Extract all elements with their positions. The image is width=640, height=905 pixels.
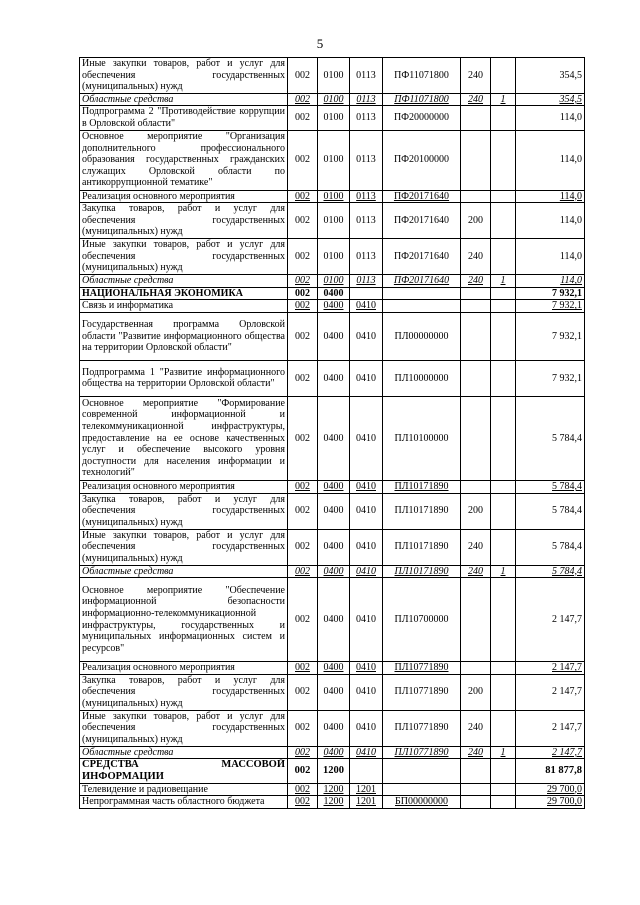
subsection-code: 0113 xyxy=(350,130,383,190)
funding-source-code xyxy=(491,796,516,809)
section-code: 1200 xyxy=(318,796,350,809)
amount: 7 932,1 xyxy=(516,312,585,360)
funding-source-code xyxy=(491,578,516,662)
table-row xyxy=(80,203,585,239)
expense-type-code xyxy=(461,396,491,480)
target-article-code: ПЛ10171890 xyxy=(383,565,461,578)
table-row xyxy=(80,300,585,313)
item-name: Непрограммная часть областного бюджета xyxy=(80,796,288,809)
table-row xyxy=(80,106,585,130)
admin-code: 002 xyxy=(288,58,318,94)
amount: 5 784,4 xyxy=(516,480,585,493)
table-row xyxy=(80,662,585,675)
target-article-code: ПФ20100000 xyxy=(383,130,461,190)
subsection-code: 0410 xyxy=(350,360,383,396)
target-article-code xyxy=(383,759,461,783)
target-article-code: ПЛ10771890 xyxy=(383,710,461,746)
target-article-code xyxy=(383,783,461,796)
admin-code: 002 xyxy=(288,493,318,529)
target-article-code: БП00000000 xyxy=(383,796,461,809)
amount: 114,0 xyxy=(516,275,585,288)
amount: 114,0 xyxy=(516,130,585,190)
subsection-code: 0410 xyxy=(350,565,383,578)
table-row xyxy=(80,796,585,809)
section-code: 0400 xyxy=(318,578,350,662)
expense-type-code: 240 xyxy=(461,275,491,288)
admin-code: 002 xyxy=(288,203,318,239)
item-name: Иные закупки товаров, работ и услуг для обеспечения государственных (муниципальных) нужд xyxy=(80,529,288,565)
target-article-code: ПФ11071800 xyxy=(383,93,461,106)
item-name: Основное мероприятие "Обеспечение информационной безопасности информационно-телекоммуникационной инфраструктуры, государственных и муниципальных информационных систем и ресурсов" xyxy=(80,578,288,662)
subsection-code xyxy=(350,287,383,300)
expense-type-code: 200 xyxy=(461,493,491,529)
funding-source-code xyxy=(491,130,516,190)
subsection-code xyxy=(350,759,383,783)
expense-type-code: 240 xyxy=(461,239,491,275)
expense-type-code xyxy=(461,190,491,203)
section-code: 0400 xyxy=(318,674,350,710)
amount: 2 147,7 xyxy=(516,578,585,662)
subsection-code: 1201 xyxy=(350,783,383,796)
item-name: Областные средства xyxy=(80,746,288,759)
table-row xyxy=(80,578,585,662)
amount: 354,5 xyxy=(516,93,585,106)
expense-type-code xyxy=(461,360,491,396)
amount: 81 877,8 xyxy=(516,759,585,783)
section-code: 0400 xyxy=(318,300,350,313)
subsection-code: 0410 xyxy=(350,578,383,662)
section-code: 0100 xyxy=(318,203,350,239)
target-article-code: ПЛ10171890 xyxy=(383,493,461,529)
expense-type-code: 240 xyxy=(461,565,491,578)
target-article-code: ПЛ10771890 xyxy=(383,662,461,675)
subsection-code: 0113 xyxy=(350,275,383,288)
table-row xyxy=(80,58,585,94)
table-row xyxy=(80,360,585,396)
amount: 5 784,4 xyxy=(516,396,585,480)
section-code: 0100 xyxy=(318,106,350,130)
target-article-code: ПЛ10100000 xyxy=(383,396,461,480)
funding-source-code xyxy=(491,58,516,94)
admin-code: 002 xyxy=(288,275,318,288)
funding-source-code xyxy=(491,287,516,300)
expense-type-code xyxy=(461,287,491,300)
section-code: 0400 xyxy=(318,287,350,300)
expense-type-code: 240 xyxy=(461,710,491,746)
expense-type-code xyxy=(461,312,491,360)
target-article-code: ПФ20000000 xyxy=(383,106,461,130)
table-row xyxy=(80,396,585,480)
target-article-code: ПЛ10700000 xyxy=(383,578,461,662)
item-name: Иные закупки товаров, работ и услуг для обеспечения государственных (муниципальных) нужд xyxy=(80,239,288,275)
admin-code: 002 xyxy=(288,710,318,746)
amount: 29 700,0 xyxy=(516,783,585,796)
subsection-code: 0113 xyxy=(350,239,383,275)
amount: 2 147,7 xyxy=(516,710,585,746)
admin-code: 002 xyxy=(288,480,318,493)
section-code: 1200 xyxy=(318,783,350,796)
subsection-code: 0410 xyxy=(350,674,383,710)
admin-code: 002 xyxy=(288,396,318,480)
target-article-code xyxy=(383,300,461,313)
target-article-code: ПЛ10171890 xyxy=(383,529,461,565)
table-row xyxy=(80,759,585,783)
amount: 2 147,7 xyxy=(516,674,585,710)
funding-source-code xyxy=(491,783,516,796)
amount: 114,0 xyxy=(516,203,585,239)
admin-code: 002 xyxy=(288,783,318,796)
expense-type-code: 240 xyxy=(461,529,491,565)
target-article-code: ПЛ10000000 xyxy=(383,360,461,396)
amount: 2 147,7 xyxy=(516,746,585,759)
admin-code: 002 xyxy=(288,287,318,300)
target-article-code: ПФ20171640 xyxy=(383,275,461,288)
expense-type-code xyxy=(461,130,491,190)
admin-code: 002 xyxy=(288,674,318,710)
funding-source-code xyxy=(491,239,516,275)
target-article-code: ПЛ00000000 xyxy=(383,312,461,360)
item-name: СРЕДСТВА МАССОВОЙ ИНФОРМАЦИИ xyxy=(80,759,288,783)
section-code: 0400 xyxy=(318,710,350,746)
table-row xyxy=(80,480,585,493)
admin-code: 002 xyxy=(288,300,318,313)
table-row xyxy=(80,674,585,710)
section-code: 0400 xyxy=(318,662,350,675)
admin-code: 002 xyxy=(288,759,318,783)
funding-source-code xyxy=(491,300,516,313)
subsection-code: 0410 xyxy=(350,662,383,675)
table-row xyxy=(80,130,585,190)
table-row xyxy=(80,190,585,203)
funding-source-code xyxy=(491,480,516,493)
admin-code: 002 xyxy=(288,662,318,675)
admin-code: 002 xyxy=(288,565,318,578)
expense-type-code xyxy=(461,796,491,809)
subsection-code: 0113 xyxy=(350,58,383,94)
amount: 2 147,7 xyxy=(516,662,585,675)
subsection-code: 0113 xyxy=(350,190,383,203)
admin-code: 002 xyxy=(288,796,318,809)
funding-source-code: 1 xyxy=(491,565,516,578)
amount: 114,0 xyxy=(516,106,585,130)
table-row xyxy=(80,93,585,106)
expense-type-code xyxy=(461,662,491,675)
target-article-code: ПЛ10171890 xyxy=(383,480,461,493)
amount: 7 932,1 xyxy=(516,287,585,300)
target-article-code: ПЛ10771890 xyxy=(383,674,461,710)
amount: 7 932,1 xyxy=(516,360,585,396)
page-number: 5 xyxy=(316,36,324,51)
item-name: Закупка товаров, работ и услуг для обеспечения государственных (муниципальных) нужд xyxy=(80,674,288,710)
item-name: Реализация основного мероприятия xyxy=(80,190,288,203)
item-name: Иные закупки товаров, работ и услуг для обеспечения государственных (муниципальных) нужд xyxy=(80,58,288,94)
expense-type-code: 240 xyxy=(461,58,491,94)
budget-table xyxy=(79,57,585,809)
item-name: Иные закупки товаров, работ и услуг для обеспечения государственных (муниципальных) нужд xyxy=(80,710,288,746)
amount: 5 784,4 xyxy=(516,565,585,578)
section-code: 0400 xyxy=(318,529,350,565)
item-name: Подпрограмма 2 "Противодействие коррупции в Орловской области" xyxy=(80,106,288,130)
item-name: Закупка товаров, работ и услуг для обеспечения государственных (муниципальных) нужд xyxy=(80,203,288,239)
table-row xyxy=(80,239,585,275)
admin-code: 002 xyxy=(288,239,318,275)
section-code: 0400 xyxy=(318,746,350,759)
funding-source-code xyxy=(491,312,516,360)
table-row xyxy=(80,275,585,288)
expense-type-code: 240 xyxy=(461,93,491,106)
expense-type-code xyxy=(461,480,491,493)
admin-code: 002 xyxy=(288,746,318,759)
funding-source-code xyxy=(491,360,516,396)
expense-type-code xyxy=(461,300,491,313)
expense-type-code: 240 xyxy=(461,746,491,759)
item-name: Областные средства xyxy=(80,93,288,106)
table-row xyxy=(80,287,585,300)
amount: 5 784,4 xyxy=(516,529,585,565)
target-article-code: ПФ20171640 xyxy=(383,190,461,203)
section-code: 0100 xyxy=(318,275,350,288)
section-code: 0100 xyxy=(318,130,350,190)
section-code: 0100 xyxy=(318,190,350,203)
item-name: Основное мероприятие "Формирование современной информационной и телекоммуникационной инфраструктуры, предоставление на ее основе качественных услуг и обеспечение высокого уровня доступности для населения информации и технологий" xyxy=(80,396,288,480)
section-code: 1200 xyxy=(318,759,350,783)
item-name: Закупка товаров, работ и услуг для обеспечения государственных (муниципальных) нужд xyxy=(80,493,288,529)
funding-source-code xyxy=(491,710,516,746)
section-code: 0400 xyxy=(318,493,350,529)
item-name: Областные средства xyxy=(80,565,288,578)
section-code: 0400 xyxy=(318,312,350,360)
funding-source-code: 1 xyxy=(491,275,516,288)
admin-code: 002 xyxy=(288,578,318,662)
amount: 29 700,0 xyxy=(516,796,585,809)
funding-source-code: 1 xyxy=(491,746,516,759)
funding-source-code xyxy=(491,203,516,239)
target-article-code: ПФ20171640 xyxy=(383,239,461,275)
table-row xyxy=(80,312,585,360)
expense-type-code: 200 xyxy=(461,203,491,239)
budget-table-body xyxy=(80,58,585,809)
section-code: 0100 xyxy=(318,93,350,106)
section-code: 0400 xyxy=(318,480,350,493)
item-name: Связь и информатика xyxy=(80,300,288,313)
subsection-code: 1201 xyxy=(350,796,383,809)
admin-code: 002 xyxy=(288,360,318,396)
table-row xyxy=(80,493,585,529)
item-name: Телевидение и радиовещание xyxy=(80,783,288,796)
expense-type-code xyxy=(461,578,491,662)
table-row xyxy=(80,529,585,565)
subsection-code: 0410 xyxy=(350,493,383,529)
item-name: Основное мероприятие "Организация дополнительного профессионального образования государственных гражданских служащих Орловской области по антикоррупционной тематике" xyxy=(80,130,288,190)
subsection-code: 0410 xyxy=(350,710,383,746)
target-article-code: ПЛ10771890 xyxy=(383,746,461,759)
admin-code: 002 xyxy=(288,93,318,106)
subsection-code: 0410 xyxy=(350,300,383,313)
amount: 5 784,4 xyxy=(516,493,585,529)
subsection-code: 0410 xyxy=(350,529,383,565)
item-name: Реализация основного мероприятия xyxy=(80,480,288,493)
target-article-code: ПФ20171640 xyxy=(383,203,461,239)
funding-source-code xyxy=(491,190,516,203)
funding-source-code: 1 xyxy=(491,93,516,106)
expense-type-code xyxy=(461,783,491,796)
subsection-code: 0113 xyxy=(350,106,383,130)
target-article-code: ПФ11071800 xyxy=(383,58,461,94)
table-row xyxy=(80,565,585,578)
amount: 114,0 xyxy=(516,190,585,203)
subsection-code: 0113 xyxy=(350,93,383,106)
funding-source-code xyxy=(491,674,516,710)
section-code: 0400 xyxy=(318,565,350,578)
item-name: Областные средства xyxy=(80,275,288,288)
amount: 114,0 xyxy=(516,239,585,275)
expense-type-code: 200 xyxy=(461,674,491,710)
section-code: 0100 xyxy=(318,239,350,275)
item-name: Реализация основного мероприятия xyxy=(80,662,288,675)
target-article-code xyxy=(383,287,461,300)
amount: 354,5 xyxy=(516,58,585,94)
item-name: Подпрограмма 1 "Развитие информационного общества на территории Орловской области" xyxy=(80,360,288,396)
funding-source-code xyxy=(491,396,516,480)
subsection-code: 0410 xyxy=(350,746,383,759)
funding-source-code xyxy=(491,529,516,565)
section-code: 0400 xyxy=(318,360,350,396)
section-code: 0400 xyxy=(318,396,350,480)
section-code: 0100 xyxy=(318,58,350,94)
admin-code: 002 xyxy=(288,190,318,203)
subsection-code: 0113 xyxy=(350,203,383,239)
admin-code: 002 xyxy=(288,529,318,565)
subsection-code: 0410 xyxy=(350,396,383,480)
amount: 7 932,1 xyxy=(516,300,585,313)
subsection-code: 0410 xyxy=(350,312,383,360)
funding-source-code xyxy=(491,759,516,783)
table-row xyxy=(80,783,585,796)
admin-code: 002 xyxy=(288,312,318,360)
table-row xyxy=(80,710,585,746)
item-name: Государственная программа Орловской области "Развитие информационного общества на территории Орловской области" xyxy=(80,312,288,360)
item-name: НАЦИОНАЛЬНАЯ ЭКОНОМИКА xyxy=(80,287,288,300)
subsection-code: 0410 xyxy=(350,480,383,493)
funding-source-code xyxy=(491,493,516,529)
funding-source-code xyxy=(491,106,516,130)
funding-source-code xyxy=(491,662,516,675)
expense-type-code xyxy=(461,759,491,783)
admin-code: 002 xyxy=(288,106,318,130)
expense-type-code xyxy=(461,106,491,130)
table-row xyxy=(80,746,585,759)
admin-code: 002 xyxy=(288,130,318,190)
